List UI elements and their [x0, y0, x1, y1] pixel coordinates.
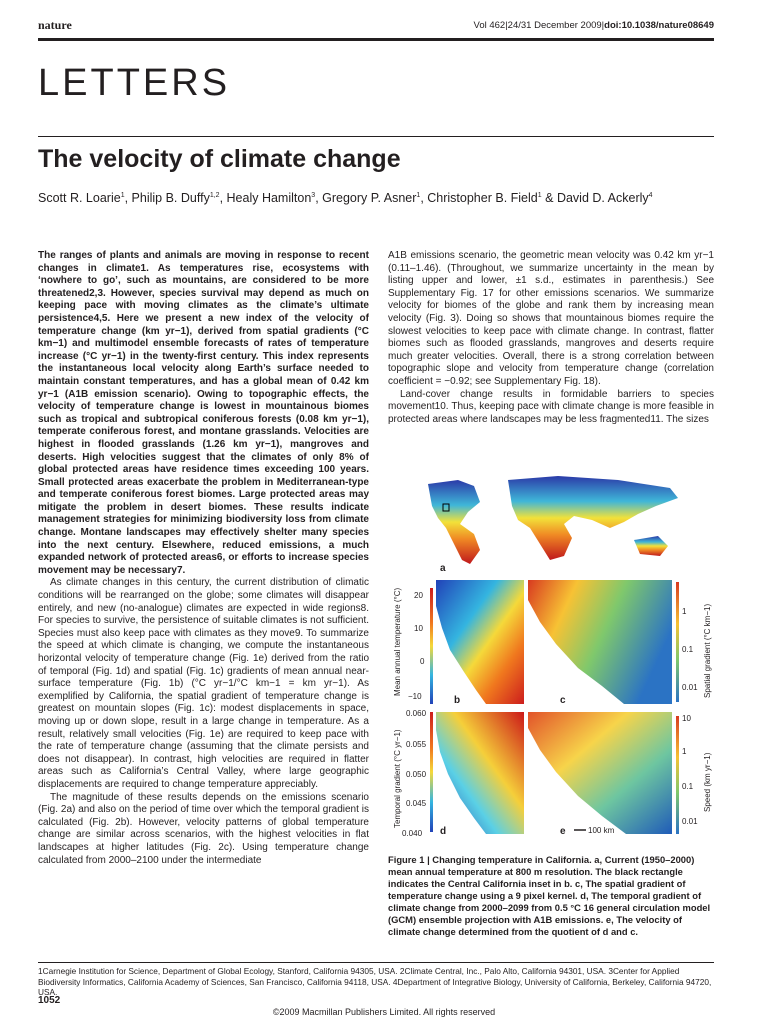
- panel-letter-b: b: [454, 695, 461, 706]
- body-paragraph-2: The magnitude of these results depends on the emissions scenario (Fig. 2a) and also on the period of time over which the temporal gradient is calculated (Fig. 2b). However, velocity patterns of global temperature change are similar across scenarios, with the highest velocities in flat landscapes at higher latitudes (Fig. 2c). Using temperature change calculated from 2000–2100 under the intermediate: [38, 791, 369, 866]
- body-paragraph-1: As climate changes in this century, the current distribution of climatic conditions will be rearranged on the globe; some climates will disappear entirely, and new (no-analogue) climates are expected in wide regions8. For species to survive, the persistence of suitable climates is not sufficient. Species must also keep pace with climates as they move9. To summarize the speed at which climate is changing, we compute the instantaneous horizontal velocity of temperature change (Fig. 1e) derived from the ratio of temporal (Fig. 1d) and spatial (Fig. 1c) gradients of mean annual near-surface temperature (Fig. 1b) (°C yr−1/°C km−1 = km yr−1). As exemplified by California, the spatial gradient of temperature change is greatest on mountain slopes (Fig. 1c): modest displacements in space, moving up or down slope, result in a large change in temperature. As a result, relatively small velocities (Fig. 1e) are required to keep pace with the rate of temperature change (assuming that the climate persists and does not disappear). In contrast, high velocities are required in flatter areas such as California’s Central Valley, where large geographic displacements are required to change temperature appreciably.: [38, 577, 369, 790]
- author-affiliation: 4: [648, 191, 653, 199]
- figure-caption: [388, 854, 714, 938]
- right-tick-1: 1: [682, 607, 687, 616]
- left-tick-m10: −10: [408, 692, 422, 701]
- author-name: Scott R. Loarie: [38, 191, 121, 205]
- abstract: The ranges of plants and animals are moving in response to recent changes in climate1. As temperatures rise, ecosystems with ‘nowhere to go’, such as mountains, are considered to be more threatened2,3. However, species survival may depend as much on keeping pace with moving climates as the climate’s ultimate persistence4,5. Here we present a new index of the velocity of temperature change (km yr−1), derived from spatial gradients (°C km−1) and multimodel ensemble forecasts of rates of temperature increase (°C yr−1) in the twenty-first century. This index represents the instantaneous local velocity along Earth’s surface needed to maintain constant temperatures, and has a global mean of 0.42 km yr−1 (A1B emission scenario). Owing to topographic effects, the velocity of temperature change is lowest in mountainous biomes such as tropical and subtropical coniferous forests (0.08 km yr−1), temperate coniferous forest, and montane grasslands. Velocities are highest in flooded grasslands (1.26 km yr−1), mangroves and deserts. High velocities suggest that the climates of only 8% of global protected areas have residence times exceeding 100 years. Small protected areas exacerbate the problem in Mediterranean-type and temperate coniferous forest biomes. Large protected areas may mitigate the problem in desert biomes. These results indicate management strategies for minimizing biodiversity loss from climate change. Montane landscapes may effectively shelter many species into the next century. Elsewhere, reduced emissions, a much expanded network of protected areas6, or efforts to increase species movement may be necessary7.: [38, 250, 369, 576]
- panel-d-temporal-gradient: [436, 712, 524, 837]
- left-axis-top: [393, 588, 433, 704]
- left-tick-0060: 0.060: [406, 709, 427, 718]
- panel-letter-a: a: [440, 563, 446, 574]
- author-affiliation: 1,2: [209, 191, 220, 199]
- world-land-americas: [428, 480, 480, 564]
- footnote-rule: [38, 962, 714, 963]
- left-tick-10: 10: [414, 624, 423, 633]
- copyright: ©2009 Macmillan Publishers Limited. All rights reserved: [272, 1007, 496, 1017]
- author-name: Christopher B. Field: [427, 191, 538, 205]
- panel-e-velocity: [528, 712, 672, 837]
- left-tick-0040: 0.040: [402, 829, 423, 838]
- journal-name: nature: [38, 18, 72, 32]
- panel-a-world-map: [428, 476, 678, 574]
- author-name: Gregory P. Asner: [322, 191, 417, 205]
- volume-prefix: Vol 462|24/31 December 2009|: [473, 20, 605, 31]
- world-land-australia: [634, 536, 668, 556]
- author-list: Scott R. Loarie$^1$, Philip B. Duffy$^{1,2}$, Healy Hamilton$^3$, Gregory P. Asner$^1$, Christopher B. Field$^1$ & David D. Ackerly$^4$: [38, 191, 653, 205]
- author-name: Philip B. Duffy: [131, 191, 210, 205]
- panel-letter-e: e: [560, 826, 566, 837]
- caption-body: a, Current (1950–2000) mean annual temperature at 800 m resolution. The black rectangle indicates the Central California inset in b. c, The spatial gradient of temperature change using a 9 pixel kernel. d, The temporal gradient of climate change from 2000–2099 from 0.5 °C 16 general circulation model (GCM) ensemble projection with A1B emissions. e, The velocity of climate change determined from the quotient of d and c.: [388, 854, 711, 937]
- right-tick-001: 0.01: [682, 683, 698, 692]
- right-axis-top-label: Spatial gradient (°C km−1): [703, 603, 712, 698]
- panel-b-map: [436, 580, 524, 704]
- author-affiliation: 1: [416, 191, 421, 199]
- left-axis-bottom-label: Temporal gradient (°C yr−1): [393, 729, 402, 828]
- panel-c-spatial-gradient: [528, 580, 672, 706]
- right-tick-speed-01: 0.1: [682, 782, 694, 791]
- running-header: [38, 16, 714, 41]
- left-tick-0: 0: [420, 657, 425, 666]
- author-affiliation: 1: [120, 191, 125, 199]
- panel-e-map: [528, 712, 672, 834]
- panel-b-temperature: [436, 580, 524, 706]
- left-axis-top-label: Mean annual temperature (°C): [393, 587, 402, 696]
- article-title: The velocity of climate change: [38, 145, 401, 173]
- author-name: Healy Hamilton: [226, 191, 312, 205]
- panel-d-map: [436, 712, 524, 834]
- right-axis-top: [676, 582, 712, 702]
- caption-heading: Figure 1 | Changing temperature in California.: [388, 854, 592, 865]
- right-tick-speed-001: 0.01: [682, 817, 698, 826]
- doi: doi:10.1038/nature08649: [604, 20, 714, 31]
- panel-letter-d: d: [440, 826, 447, 837]
- right-colorbar-top: [676, 582, 679, 702]
- left-tick-0045: 0.045: [406, 799, 427, 808]
- left-colorbar-bottom: [430, 712, 433, 832]
- left-tick-20: 20: [414, 591, 423, 600]
- section-label: LETTERS: [38, 62, 231, 104]
- scale-bar-label: 100 km: [588, 826, 615, 835]
- panel-letter-c: c: [560, 695, 566, 706]
- right-tick-01: 0.1: [682, 645, 694, 654]
- section-rule: [38, 136, 714, 137]
- affiliations-footnote: 1Carnegie Institution for Science, Department of Global Ecology, Stanford, California 94305, USA. 2Climate Central, Inc., Palo Alto, California 94301, USA. 3Center for Applied Biodiversity Informatics, California Academy of Sciences, San Francisco, California 94118, USA. 4Department of Integrative Biology, University of California, Berkeley, California 94720, USA.: [38, 966, 712, 998]
- left-tick-0050: 0.050: [406, 770, 427, 779]
- left-colorbar-top: [430, 588, 433, 704]
- right-axis-bottom: [676, 714, 712, 834]
- left-axis-bottom: [393, 709, 433, 838]
- author-affiliation: 1: [537, 191, 542, 199]
- panel-c-map: [528, 580, 672, 704]
- column-right: [388, 250, 714, 426]
- volume-info: [474, 20, 714, 31]
- right-axis-bottom-label: Speed (km yr−1): [703, 752, 712, 812]
- page-number: 1052: [38, 995, 61, 1006]
- figure-1: [388, 472, 714, 844]
- body-paragraph-3: A1B emissions scenario, the geometric mean velocity was 0.42 km yr−1 (0.11–1.46). (Throughout, we summarize uncertainty in the mean by listing upper and lower, ±1 s.d., estimates in parenthesis.) See Supplementary Fig. 17 for other emissions scenarios. We summarize velocity for biomes of the globe and rank them by increasing mean velocity (Fig. 3). Doing so shows that mountainous biomes require the slowest velocities to keep pace with climate change. In contrast, flatter biomes such as flooded grasslands, mangroves and deserts require much greater velocities. Overall, there is a strong correlation between topographic slope and velocity from temperature change (correlation coefficient = −0.92; see Supplementary Fig. 18).: [388, 250, 714, 387]
- right-tick-speed-1: 1: [682, 747, 687, 756]
- right-colorbar-bottom: [676, 716, 679, 834]
- author-name: David D. Ackerly: [556, 191, 649, 205]
- left-tick-0055: 0.055: [406, 740, 427, 749]
- body-paragraph-4: Land-cover change results in formidable barriers to species movement10. Thus, keeping pace with climate change is more feasible in protected areas where landscapes may be less fragmented11. The sizes: [388, 388, 714, 425]
- author-affiliation: 3: [311, 191, 316, 199]
- right-tick-10: 10: [682, 714, 691, 723]
- column-left: [38, 250, 369, 867]
